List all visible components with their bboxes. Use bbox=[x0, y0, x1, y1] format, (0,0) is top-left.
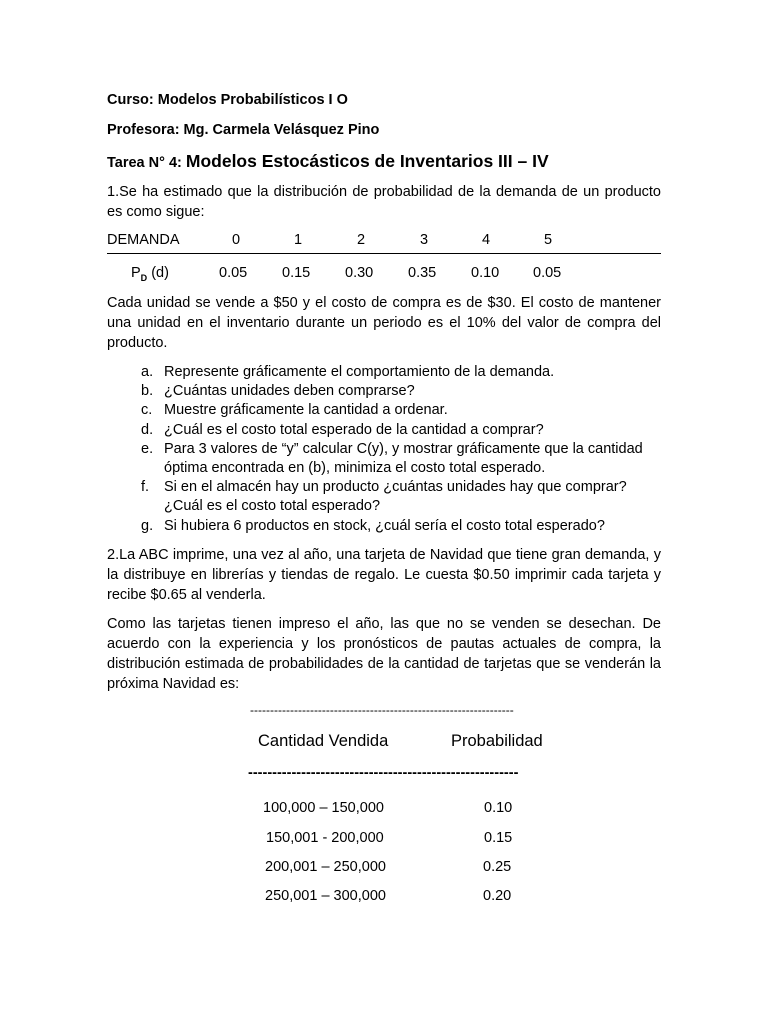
prob-cell: 0.15 bbox=[282, 265, 311, 281]
item-text: ¿Cuántas unidades deben comprarse? bbox=[164, 383, 415, 400]
table-cell-range: 250,001 – 300,000 bbox=[265, 888, 386, 904]
item-marker: g. bbox=[141, 517, 154, 534]
item-marker: c. bbox=[141, 402, 153, 419]
list-item bbox=[141, 382, 661, 401]
demand-cell: 2 bbox=[357, 232, 366, 248]
item-text: ¿Cuál es el costo total esperado de la cantidad a comprar? bbox=[164, 421, 544, 438]
column-header-probability: Probabilidad bbox=[451, 732, 543, 750]
probability-label bbox=[131, 265, 169, 283]
demand-cell: 4 bbox=[482, 232, 491, 248]
prob-label-main: P bbox=[131, 265, 141, 281]
demand-cell: 5 bbox=[544, 232, 553, 248]
prob-cell: 0.05 bbox=[533, 265, 562, 281]
item-text: Si en el almacén hay un producto ¿cuántas unidades hay que comprar? ¿Cuál es el costo total esperado? bbox=[164, 479, 627, 515]
prob-label-tail: (d) bbox=[147, 265, 169, 281]
prob-label-sub: D bbox=[140, 272, 148, 283]
problem2-text: Como las tarjetas tienen impreso el año, las que no se venden se desechan. De acuerdo con la experiencia y los pronósticos de pautas actuales de compra, la distribución estimada de probabilidades de la cantidad de tarjetas que se venderán la próxima Navidad es: bbox=[107, 616, 661, 692]
table-cell-range: 150,001 - 200,000 bbox=[266, 830, 384, 846]
problem1-intro: 1.Se ha estimado que la distribución de probabilidad de la demanda de un producto es como sigue: bbox=[107, 184, 661, 220]
dash-rule-top: ------------------------------------------------------------------ bbox=[250, 703, 514, 717]
item-text: Muestre gráficamente la cantidad a ordenar. bbox=[164, 402, 448, 419]
item-marker: e. bbox=[141, 440, 154, 457]
table-cell-prob: 0.20 bbox=[483, 888, 512, 904]
item-text: Represente gráficamente el comportamiento de la demanda. bbox=[164, 364, 555, 380]
table-cell-prob: 0.25 bbox=[483, 859, 512, 875]
table-cell-range: 200,001 – 250,000 bbox=[265, 859, 386, 875]
item-marker: d. bbox=[141, 421, 154, 438]
assignment-prefix: Tarea N° 4: bbox=[107, 155, 182, 171]
demand-cell: 0 bbox=[232, 232, 241, 248]
list-item bbox=[141, 421, 661, 440]
table-cell-prob: 0.10 bbox=[484, 800, 513, 816]
item-text: Para 3 valores de “y” calcular C(y), y mostrar gráficamente que la cantidad óptima encontrada en (b), minimiza el costo total esperado. bbox=[164, 440, 643, 477]
list-item bbox=[141, 440, 661, 478]
question-list bbox=[141, 363, 661, 536]
item-marker: f. bbox=[141, 479, 150, 496]
professor-line: Profesora: Mg. Carmela Velásquez Pino bbox=[107, 122, 380, 138]
item-marker: a. bbox=[141, 364, 154, 380]
prob-cell: 0.10 bbox=[471, 265, 500, 281]
prob-cell: 0.05 bbox=[219, 265, 248, 281]
demand-cell: 3 bbox=[420, 232, 429, 248]
dash-rule-mid: -------------------------------------------------------- bbox=[248, 765, 519, 781]
list-item bbox=[141, 363, 661, 382]
demand-label: DEMANDA bbox=[107, 232, 180, 248]
demand-cell: 1 bbox=[294, 232, 303, 248]
problem1-text: Cada unidad se vende a $50 y el costo de compra es de $30. El costo de mantener una unidad en el inventario durante un periodo es el 10% del valor de compra del producto. bbox=[107, 295, 661, 351]
prob-cell: 0.35 bbox=[408, 265, 437, 281]
item-marker: b. bbox=[141, 383, 154, 400]
problem2-intro: 2.La ABC imprime, una vez al año, una tarjeta de Navidad que tiene gran demanda, y la distribuye en librerías y tiendas de regalo. Le cuesta $0.50 imprimir cada tarjeta y recibe $0.65 al venderla. bbox=[107, 547, 661, 603]
column-header-quantity: Cantidad Vendida bbox=[258, 732, 389, 750]
assignment-line bbox=[107, 151, 549, 172]
prob-cell: 0.30 bbox=[345, 265, 374, 281]
table-rule bbox=[107, 253, 661, 254]
item-text: Si hubiera 6 productos en stock, ¿cuál sería el costo total esperado? bbox=[164, 517, 605, 534]
list-item bbox=[141, 478, 661, 516]
course-line: Curso: Modelos Probabilísticos I O bbox=[107, 92, 348, 108]
table-cell-range: 100,000 – 150,000 bbox=[263, 800, 384, 816]
assignment-title: Modelos Estocásticos de Inventarios III – IV bbox=[185, 151, 549, 171]
list-item bbox=[141, 401, 661, 420]
table-cell-prob: 0.15 bbox=[484, 830, 513, 846]
list-item bbox=[141, 517, 661, 536]
